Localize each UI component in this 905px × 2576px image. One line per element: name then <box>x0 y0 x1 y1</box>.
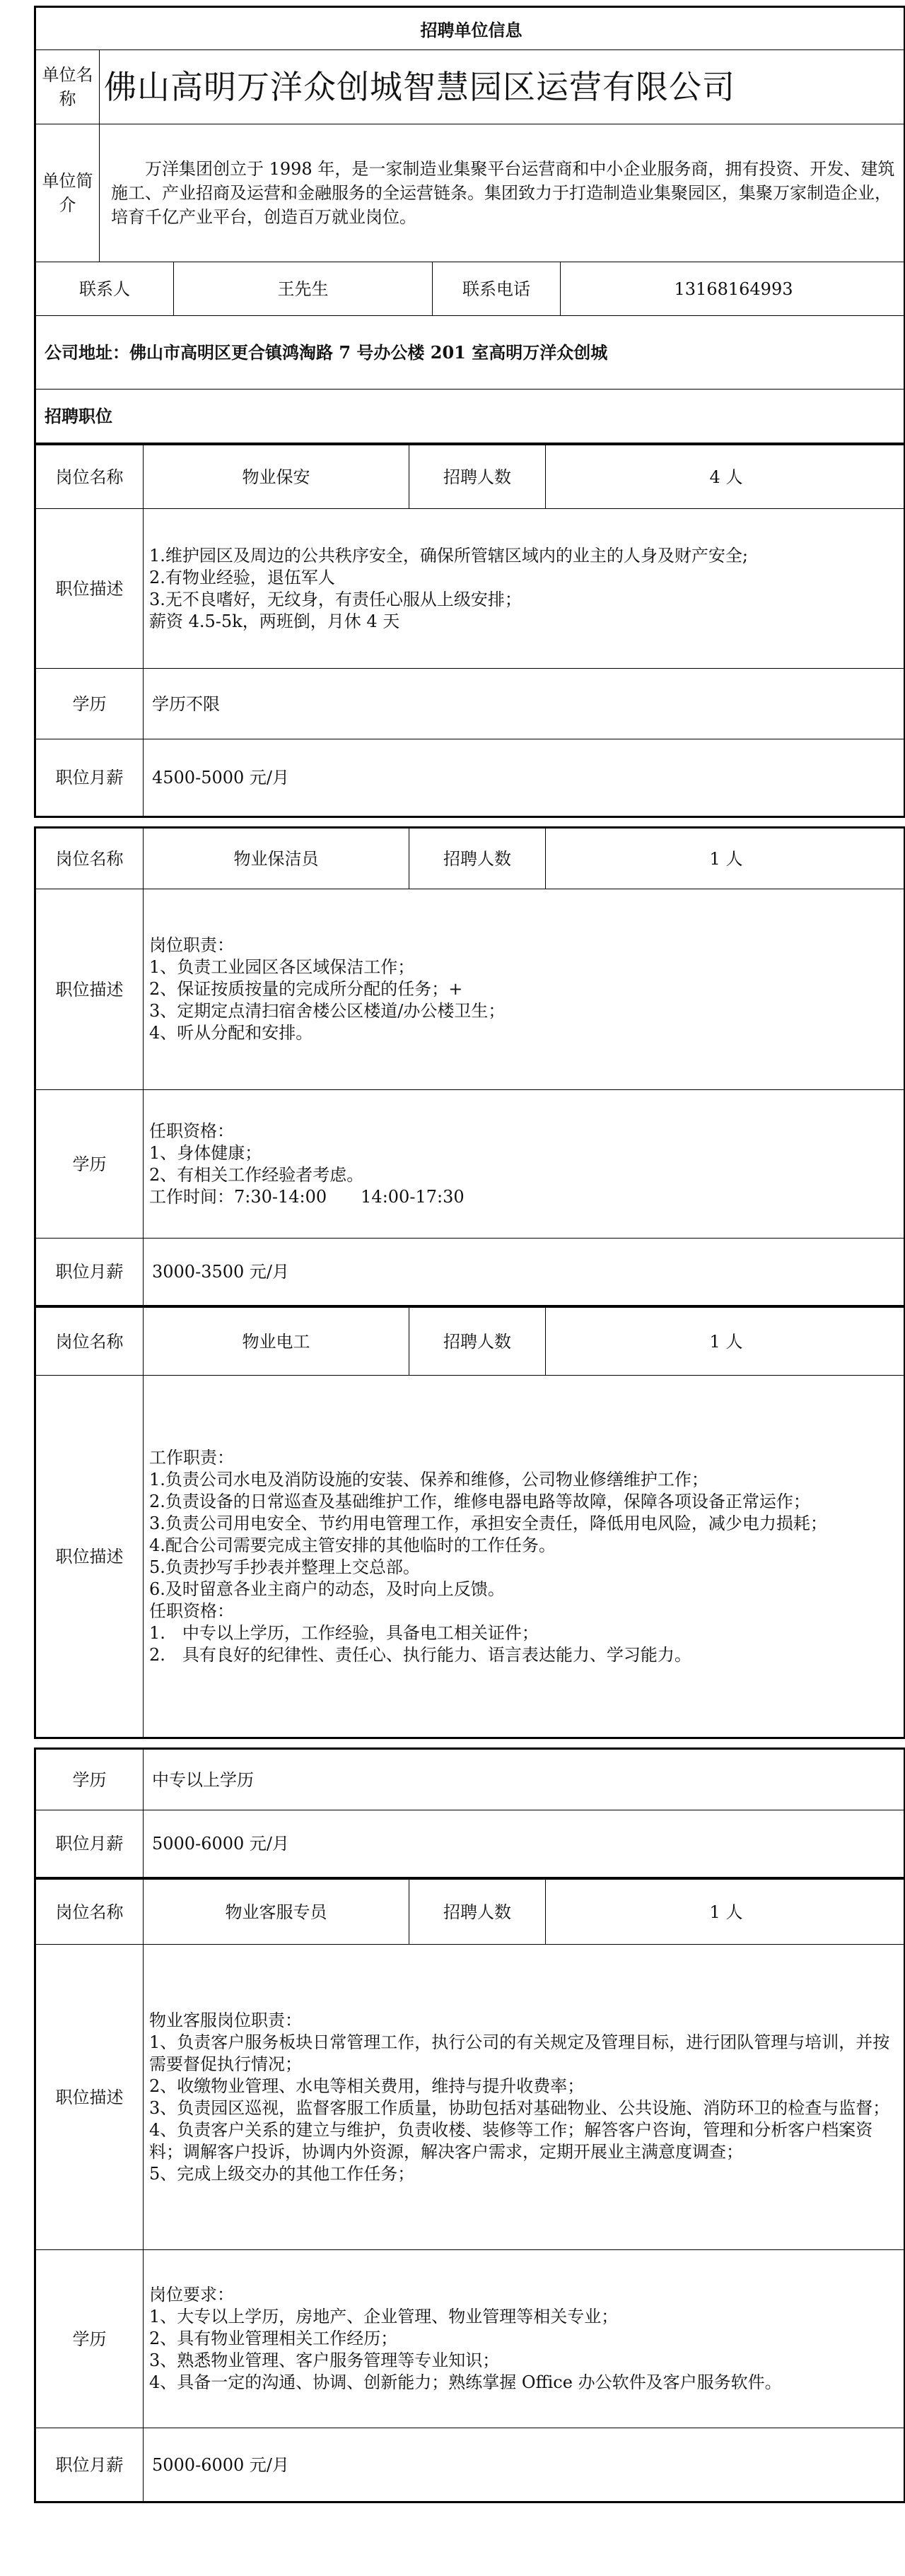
job-description: 物业客服岗位职责： 1、负责客户服务板块日常管理工作，执行公司的有关规定及管理目标，进行团队管理与培训，并按需要督促执行情况； 2、收缴物业管理、水电等相关费用，维持与提升收费率； 3、负责园区巡视，监督客服工作质量，协助包括对基础物业、公共设施、消防环卫的检查与监督； 4、负责客户关系的建立与维护，负责收楼、装修等工作；解答客户咨询，管理和分析客户档案资料；调解客户投诉，协调内外资源，解决客户需求，定期开展业主满意度调查； 5、完成上级交办的其他工作任务； <box>144 1945 905 2250</box>
headcount-label: 招聘人数 <box>409 445 546 509</box>
job-block-cleaner <box>34 826 905 1307</box>
company-name-label: 单位名称 <box>36 50 100 124</box>
salary-label: 职位月薪 <box>36 739 144 816</box>
contact-name: 王先生 <box>174 262 433 316</box>
salary: 4500-5000 元/月 <box>144 739 905 816</box>
desc-label: 职位描述 <box>36 509 144 669</box>
edu-requirement: 岗位要求： 1、大专以上学历，房地产、企业管理、物业管理等相关专业； 2、具有物业管理相关工作经历； 3、熟悉物业管理、客户服务管理等专业知识； 4、具备一定的沟通、协调、创新能力；熟练掌握 Office 办公软件及客户服务软件。 <box>144 2250 905 2428</box>
edu-label: 学历 <box>36 2250 144 2428</box>
edu-label: 学历 <box>36 1750 144 1810</box>
desc-label: 职位描述 <box>36 1376 144 1738</box>
edu-requirement: 中专以上学历 <box>144 1750 905 1810</box>
headcount: 1 人 <box>546 1880 905 1945</box>
phone-number: 13168164993 <box>561 262 905 316</box>
job-description: 岗位职责： 1、负责工业园区各区域保洁工作； 2、保证按质按量的完成所分配的任务；+ 3、定期定点清扫宿舍楼公区楼道/办公楼卫生； 4、听从分配和安排。 <box>144 889 905 1090</box>
job-name: 物业电工 <box>144 1308 409 1376</box>
salary-label: 职位月薪 <box>36 2428 144 2502</box>
job-description: 1.维护园区及周边的公共秩序安全，确保所管辖区域内的业主的人身及财产安全; 2.有物业经验，退伍军人 3.无不良嗜好，无纹身，有责任心服从上级安排； 薪资 4.5-5k，两班倒，月休 4 天 <box>144 509 905 669</box>
job-block-customer-service <box>34 1879 905 2503</box>
company-info-block <box>34 6 905 445</box>
job-name-label: 岗位名称 <box>36 445 144 509</box>
headcount: 1 人 <box>546 1308 905 1376</box>
phone-label: 联系电话 <box>433 262 561 316</box>
job-block-electrician-cont <box>34 1747 905 1879</box>
salary-label: 职位月薪 <box>36 1239 144 1306</box>
company-address: 公司地址：佛山市高明区更合镇鸿淘路 7 号办公楼 201 室高明万洋众创城 <box>36 316 905 390</box>
contact-label: 联系人 <box>36 262 174 316</box>
positions-title: 招聘职位 <box>36 390 905 443</box>
salary: 5000-6000 元/月 <box>144 1810 905 1878</box>
edu-requirement: 任职资格： 1、身体健康； 2、有相关工作经验者考虑。 工作时间：7:30-14:00 14:00-17:30 <box>144 1090 905 1239</box>
headcount: 1 人 <box>546 829 905 889</box>
company-name: 佛山高明万洋众创城智慧园区运营有限公司 <box>100 50 905 124</box>
headcount-label: 招聘人数 <box>409 829 546 889</box>
edu-label: 学历 <box>36 1090 144 1239</box>
edu-label: 学历 <box>36 669 144 739</box>
headcount-label: 招聘人数 <box>409 1308 546 1376</box>
job-block-security <box>34 445 905 818</box>
page-title: 招聘单位信息 <box>36 8 905 50</box>
recruitment-sheet <box>34 6 905 2503</box>
edu-requirement: 学历不限 <box>144 669 905 739</box>
job-block-electrician <box>34 1307 905 1739</box>
salary-label: 职位月薪 <box>36 1810 144 1878</box>
headcount-label: 招聘人数 <box>409 1880 546 1945</box>
salary: 5000-6000 元/月 <box>144 2428 905 2502</box>
job-name: 物业保安 <box>144 445 409 509</box>
job-name: 物业保洁员 <box>144 829 409 889</box>
job-description: 工作职责： 1.负责公司水电及消防设施的安装、保养和维修，公司物业修缮维护工作； 2.负责设备的日常巡查及基础维护工作，维修电器电路等故障，保障各项设备正常运作； 3.负责公司用电安全、节约用电管理工作，承担安全责任，降低用电风险，减少电力损耗； 4.配合公司需要完成主管安排的其他临时的工作任务。 5.负责抄写手抄表并整理上交总部。 6.及时留意各业主商户的动态，及时向上反馈。 任职资格： 1. 中专以上学历，工作经验，具备电工相关证件； 2. 具有良好的纪律性、责任心、执行能力、语言表达能力、学习能力。 <box>144 1376 905 1738</box>
company-intro: 万洋集团创立于 1998 年，是一家制造业集聚平台运营商和中小企业服务商，拥有投资、开发、建筑施工、产业招商及运营和金融服务的全运营链条。集团致力于打造制造业集聚园区，集聚万家制造企业，培育千亿产业平台，创造百万就业岗位。 <box>100 124 905 262</box>
salary: 3000-3500 元/月 <box>144 1239 905 1306</box>
job-name-label: 岗位名称 <box>36 829 144 889</box>
job-name: 物业客服专员 <box>144 1880 409 1945</box>
desc-label: 职位描述 <box>36 889 144 1090</box>
company-intro-label: 单位简介 <box>36 124 100 262</box>
job-name-label: 岗位名称 <box>36 1880 144 1945</box>
desc-label: 职位描述 <box>36 1945 144 2250</box>
job-name-label: 岗位名称 <box>36 1308 144 1376</box>
headcount: 4 人 <box>546 445 905 509</box>
